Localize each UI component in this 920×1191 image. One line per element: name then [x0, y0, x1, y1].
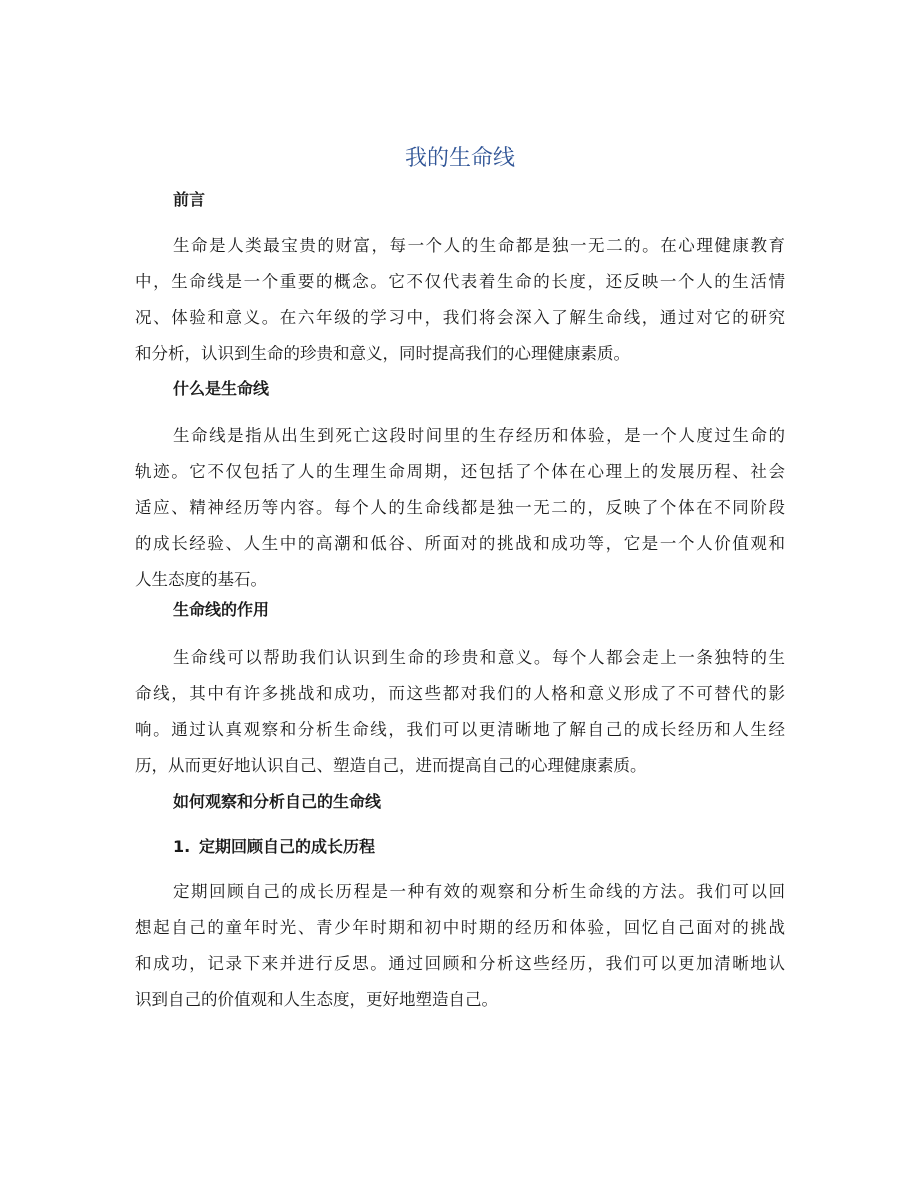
section-heading-preface: 前言	[173, 190, 206, 209]
paragraph-line: 轨迹。它不仅包括了人的生理生命周期，还包括了个体在心理上的发展历程、社会	[135, 462, 785, 481]
paragraph-line: 生命线可以帮助我们认识到生命的珍贵和意义。每个人都会走上一条独特的生	[173, 648, 785, 667]
paragraph-line: 想起自己的童年时光、青少年时期和初中时期的经历和体验，回忆自己面对的挑战	[135, 918, 785, 937]
paragraph-line: 响。通过认真观察和分析生命线，我们可以更清晰地了解自己的成长经历和人生经	[135, 720, 785, 739]
paragraph-review-growth	[135, 874, 785, 1018]
section-heading-how-to-observe: 如何观察和分析自己的生命线	[173, 792, 382, 811]
list-number: 1.	[173, 837, 191, 856]
paragraph-preface	[135, 228, 785, 372]
document-title: 我的生命线	[404, 146, 515, 171]
paragraph-line: 识到自己的价值观和人生态度，更好地塑造自己。	[135, 990, 498, 1009]
paragraph-line: 人生态度的基石。	[135, 570, 267, 589]
paragraph-line: 中，生命线是一个重要的概念。它不仅代表着生命的长度，还反映一个人的生活情	[135, 272, 785, 291]
paragraph-line: 生命线是指从出生到死亡这段时间里的生存经历和体验，是一个人度过生命的	[173, 426, 785, 445]
paragraph-lifeline-role	[135, 640, 785, 784]
paragraph-line: 命线，其中有许多挑战和成功，而这些都对我们的人格和意义形成了不可替代的影	[135, 684, 785, 703]
paragraph-line: 和分析，认识到生命的珍贵和意义，同时提高我们的心理健康素质。	[135, 344, 630, 363]
paragraph-line: 定期回顾自己的成长历程是一种有效的观察和分析生命线的方法。我们可以回	[173, 882, 785, 901]
section-heading-lifeline-role: 生命线的作用	[173, 600, 270, 619]
numbered-heading-review-growth	[173, 835, 375, 859]
paragraph-line: 的成长经验、人生中的高潮和低谷、所面对的挑战和成功等，它是一个人价值观和	[135, 534, 785, 553]
paragraph-line: 生命是人类最宝贵的财富，每一个人的生命都是独一无二的。在心理健康教育	[173, 236, 785, 255]
section-heading-what-is-lifeline: 什么是生命线	[173, 379, 270, 398]
paragraph-what-is-lifeline	[135, 418, 785, 598]
paragraph-line: 历，从而更好地认识自己、塑造自己，进而提高自己的心理健康素质。	[135, 756, 647, 775]
paragraph-line: 适应、精神经历等内容。每个人的生命线都是独一无二的，反映了个体在不同阶段	[135, 498, 785, 517]
numbered-heading-text: 定期回顾自己的成长历程	[199, 837, 376, 856]
paragraph-line: 和成功，记录下来并进行反思。通过回顾和分析这些经历，我们可以更加清晰地认	[135, 954, 785, 973]
paragraph-line: 况、体验和意义。在六年级的学习中，我们将会深入了解生命线，通过对它的研究	[135, 308, 785, 327]
